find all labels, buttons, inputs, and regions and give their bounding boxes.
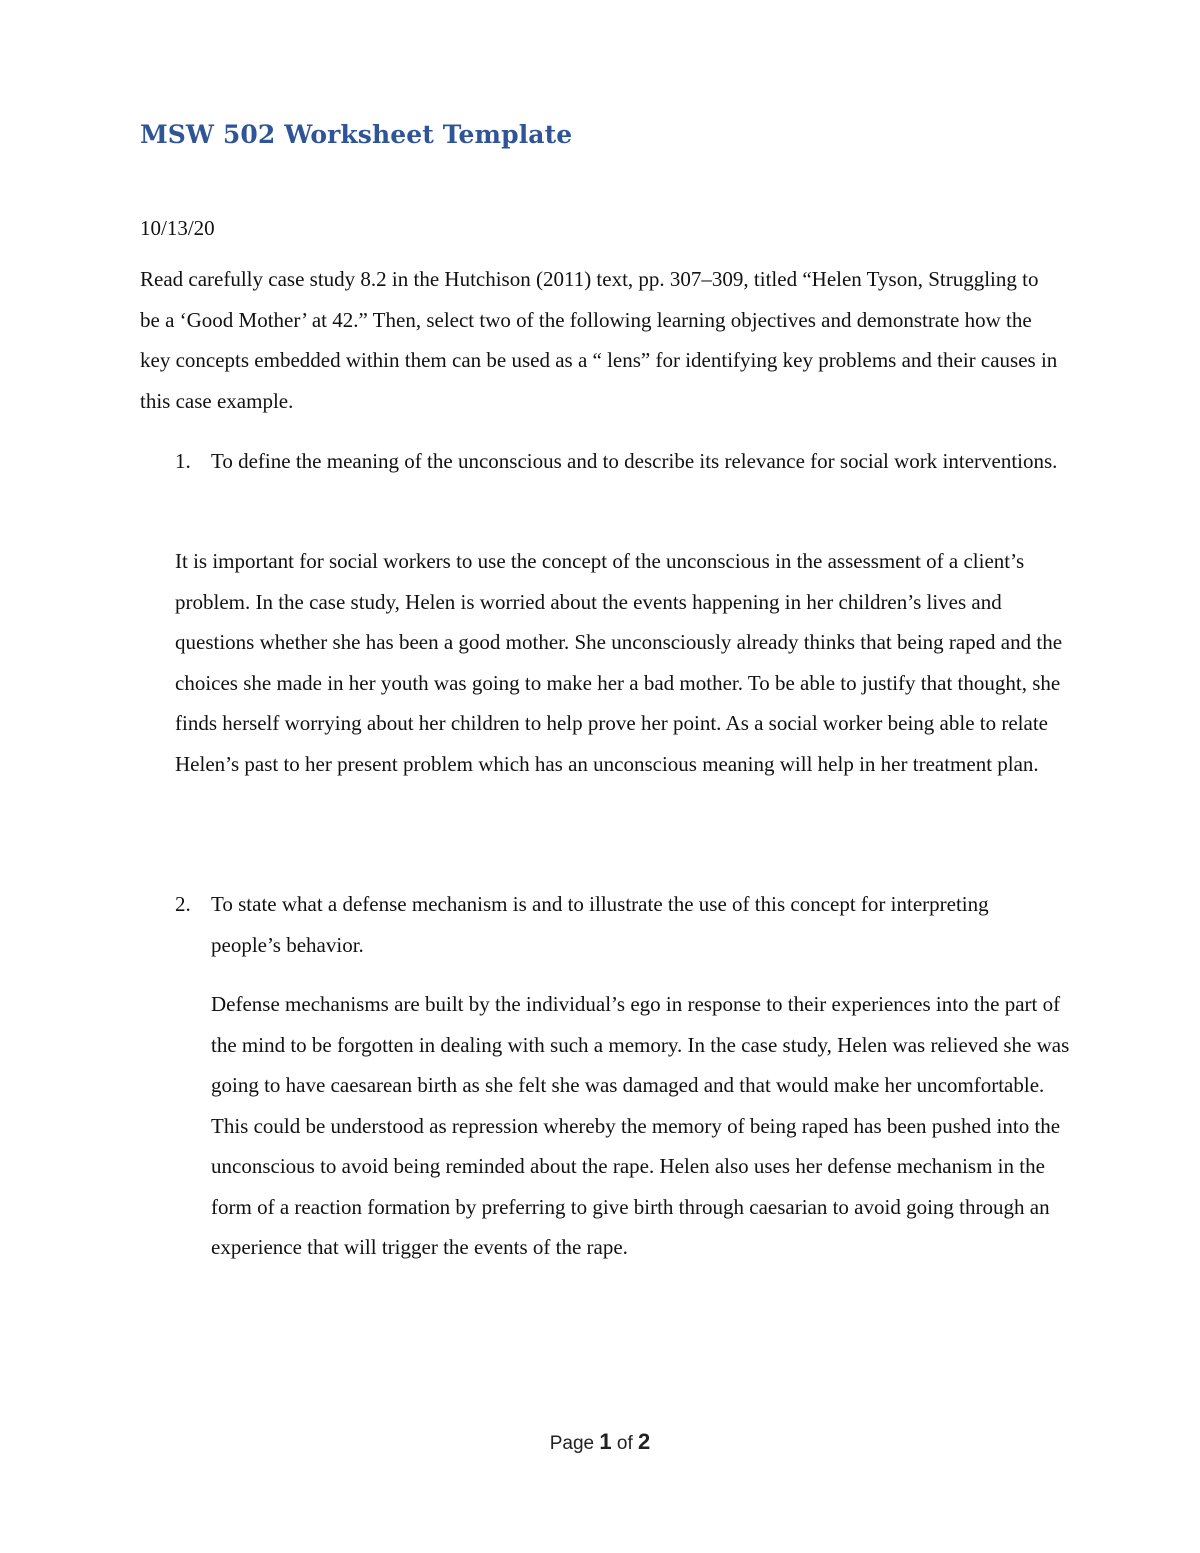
page-label: Page: [549, 1433, 595, 1454]
current-page-number: 1: [599, 1429, 612, 1454]
objective-1-number: 1.: [175, 449, 191, 473]
objective-2-text: To state what a defense mechanism is and to illustrate the use of this concept for interpreting people’s behavior.: [211, 892, 989, 957]
objective-1-answer: It is important for social workers to use the concept of the unconscious in the assessment of a client’s problem. In the case study, Helen is worried about the events happening in her children’s lives and questions whether she has been a good mother. She unconsciously already thinks that being raped and the choices she made in her youth was going to make her a bad mother. To be able to justify that thought, she finds herself worrying about her children to help prove her point. As a social worker being able to relate Helen’s past to her present problem which has an unconscious meaning will help in her treatment plan.: [175, 549, 1063, 776]
document-date: 10/13/20: [140, 216, 215, 240]
objective-2-answer: Defense mechanisms are built by the individual’s ego in response to their experiences into the part of the mind to be forgotten in dealing with such a memory. In the case study, Helen was relieved she was going to have caesarean birth as she felt she was damaged and that would make her uncomfortable. This could be understood as repression whereby the memory of being raped has been pushed into the unconscious to avoid being reminded about the rape. Helen also uses her defense mechanism in the form of a reaction formation by preferring to give birth through caesarian to avoid going through an experience that will trigger the events of the rape.: [211, 992, 1070, 1259]
objective-2-number: 2.: [175, 892, 191, 916]
total-pages-number: 2: [638, 1429, 651, 1454]
objective-2: [140, 884, 1060, 965]
instructions-paragraph: Read carefully case study 8.2 in the Hutchison (2011) text, pp. 307–309, titled “Helen Tyson, Struggling to be a ‘Good Mother’ at 42.” Then, select two of the following learning objectives and demonstrate how the key concepts embedded within them can be used as a “ lens” for identifying key problems and their causes in this case example.: [140, 267, 1058, 413]
of-label: of: [616, 1433, 633, 1454]
objective-1-text: To define the meaning of the unconscious and to describe its relevance for social work interventions.: [211, 449, 1058, 473]
objective-1: [140, 441, 1060, 482]
document-title: MSW 502 Worksheet Template: [140, 120, 573, 149]
page-footer: [0, 1428, 1200, 1458]
